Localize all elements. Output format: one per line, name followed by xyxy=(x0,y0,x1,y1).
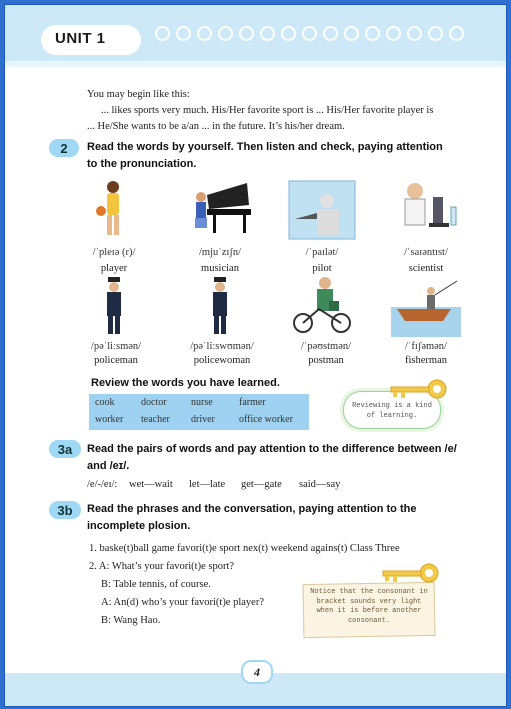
circle-decoration xyxy=(155,26,170,41)
word-pair: get—gate xyxy=(241,479,282,490)
scientist-icon xyxy=(393,177,463,239)
phonetic-pilot: /ˈpaɪlət/ xyxy=(305,247,339,258)
phonetic-fisherman: /ˈfɪʃəmən/ xyxy=(405,341,447,352)
review-word: driver xyxy=(191,414,215,425)
postman-icon xyxy=(289,273,359,335)
circle-decoration xyxy=(197,26,212,41)
conversation-line: A: An(d) who’s your favori(t)e player? xyxy=(101,597,264,608)
pilot-icon xyxy=(287,179,357,241)
intro-line-2: ... likes sports very much. His/Her favorite sport is ... His/Her favorite player is xyxy=(101,105,434,116)
word-musician: musician xyxy=(201,263,239,274)
phonetic-policeman: /pəˈliːsmən/ xyxy=(90,341,142,352)
section-2-instruction-1: Read the words by yourself. Then listen and check, paying attention xyxy=(87,141,443,153)
word-player: player xyxy=(100,263,128,274)
circle-decoration xyxy=(428,26,443,41)
fisherman-icon xyxy=(391,277,461,339)
textbook-page xyxy=(4,4,507,707)
section-3b-badge: 3b xyxy=(49,501,81,519)
circle-decoration xyxy=(260,26,275,41)
conversation-line: B: Wang Hao. xyxy=(101,615,161,626)
word-policewoman: policewoman xyxy=(193,355,251,366)
unit-title: UNIT 1 xyxy=(55,30,106,47)
phonetic-scientist: /ˈsaɪəntɪst/ xyxy=(404,247,448,258)
intro-line-3: ... He/She wants to be a/an ... in the future. It’s his/her dream. xyxy=(87,121,345,132)
note-text: Notice that the consonant in bracket sounds very light when it is before another consonant. xyxy=(310,588,428,625)
pairs-label: /e/-/eɪ/: xyxy=(87,479,118,490)
circle-decoration xyxy=(239,26,254,41)
circle-decoration xyxy=(386,26,401,41)
circle-decoration xyxy=(449,26,464,41)
policewoman-icon xyxy=(185,275,255,337)
circle-decoration xyxy=(281,26,296,41)
section-3b-instruction-1: Read the phrases and the conversation, paying attention to the xyxy=(87,503,417,515)
word-pair: wet—wait xyxy=(129,479,173,490)
header-decoration-circles xyxy=(155,26,464,48)
word-policeman: policeman xyxy=(94,355,138,366)
basketball-player-icon xyxy=(77,177,147,239)
review-title: Review the words you have learned. xyxy=(91,377,280,389)
word-scientist: scientist xyxy=(408,263,444,274)
word-pair: said—say xyxy=(299,479,341,490)
review-word: cook xyxy=(95,397,115,408)
circle-decoration xyxy=(302,26,317,41)
review-word: teacher xyxy=(141,414,170,425)
circle-decoration xyxy=(344,26,359,41)
page-number: 4 xyxy=(241,660,273,684)
review-word: nurse xyxy=(191,397,213,408)
word-pair: let—late xyxy=(189,479,226,490)
phonetic-policewoman: /pəˈliːswʊmən/ xyxy=(190,341,254,352)
section-3a-instruction-1: Read the pairs of words and pay attention to the difference between /e/ xyxy=(87,443,457,455)
pianist-icon xyxy=(187,175,257,237)
header-band-edge xyxy=(5,61,506,67)
phonetic-musician: /mjuˈzɪʃn/ xyxy=(199,247,241,258)
review-word: office worker xyxy=(239,414,293,425)
section-3b-instruction-2: incomplete plosion. xyxy=(87,520,191,532)
circle-decoration xyxy=(323,26,338,41)
section-2-instruction-2: to the pronunciation. xyxy=(87,158,197,170)
phonetic-player: /ˈpleɪə (r)/ xyxy=(92,247,136,258)
key-icon xyxy=(379,561,443,589)
section-2-badge: 2 xyxy=(49,139,79,157)
review-word: farmer xyxy=(239,397,266,408)
phrases-line: 1. baske(t)ball game favori(t)e sport nex(t) weekend agains(t) Class Three xyxy=(89,543,400,554)
word-postman: postman xyxy=(308,355,344,366)
circle-decoration xyxy=(218,26,233,41)
review-word: doctor xyxy=(141,397,167,408)
tip-bubble-text: Reviewing is a kind of learning. xyxy=(352,402,432,420)
review-word: worker xyxy=(95,414,124,425)
section-3a-badge: 3a xyxy=(49,440,81,458)
word-fisherman: fisherman xyxy=(405,355,447,366)
conversation-line: 2. A: What’s your favori(t)e sport? xyxy=(89,561,235,572)
circle-decoration xyxy=(407,26,422,41)
circle-decoration xyxy=(365,26,380,41)
circle-decoration xyxy=(176,26,191,41)
word-pilot: pilot xyxy=(312,263,332,274)
intro-line-1: You may begin like this: xyxy=(87,89,190,100)
policeman-icon xyxy=(79,275,149,337)
phonetic-postman: /ˈpəʊstmən/ xyxy=(300,341,352,352)
conversation-line: B: Table tennis, of course. xyxy=(101,579,211,590)
section-3a-instruction-2: and /eɪ/. xyxy=(87,460,130,472)
